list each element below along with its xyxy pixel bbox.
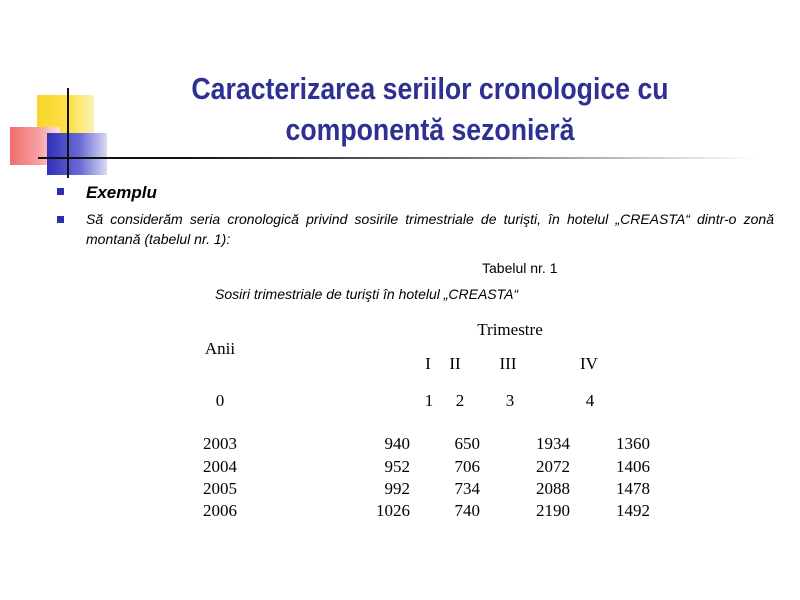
index-cell: 0 — [215, 391, 225, 410]
value-cell: 940 — [384, 434, 410, 453]
square-bullet-icon — [57, 188, 64, 195]
value-cell: 992 — [384, 479, 410, 498]
value-cell: 2088 — [536, 479, 570, 498]
value-cell: 1478 — [616, 479, 650, 498]
title-line-2: componentă sezonieră — [285, 112, 575, 147]
table-caption: Sosiri trimestriale de turişti în hotelul „CREASTA“ — [215, 286, 519, 302]
value-cell: 1934 — [536, 434, 570, 453]
value-cell: 1406 — [616, 457, 650, 476]
year-cell: 2003 — [203, 434, 237, 453]
slide-title — [155, 68, 705, 150]
value-cell: 952 — [384, 457, 410, 476]
value-cell: 650 — [454, 434, 480, 453]
year-cell: 2005 — [203, 479, 237, 498]
bullet-text: Exemplu — [86, 183, 157, 202]
value-cell: 740 — [454, 501, 480, 520]
header-years: Anii — [204, 339, 236, 358]
index-cell: 3 — [505, 391, 515, 410]
title-line-1: Caracterizarea seriilor cronologice cu — [191, 71, 669, 106]
decor-blue-square — [47, 133, 107, 175]
bullet-text: Să considerăm seria cronologică privind sosirile trimestriale de turişti, în hotelul „CREASTA“ dintr-o zonă montană (tabelul nr. 1): — [86, 211, 774, 247]
value-cell: 1360 — [616, 434, 650, 453]
value-cell: 734 — [454, 479, 480, 498]
table-number-label: Tabelul nr. 1 — [482, 260, 558, 276]
index-cell: 2 — [455, 391, 465, 410]
quarter-header: III — [499, 354, 517, 373]
value-cell: 1026 — [376, 501, 410, 520]
title-underline — [38, 157, 758, 159]
year-cell: 2004 — [203, 457, 237, 476]
decor-vertical-line — [67, 88, 69, 178]
index-cell: 4 — [585, 391, 595, 410]
header-trimestre: Trimestre — [477, 320, 543, 339]
value-cell: 2190 — [536, 501, 570, 520]
year-cell: 2006 — [203, 501, 237, 520]
index-cell: 1 — [424, 391, 434, 410]
quarter-header: IV — [580, 354, 598, 373]
value-cell: 706 — [454, 457, 480, 476]
square-bullet-icon — [57, 216, 64, 223]
quarter-header: II — [449, 354, 461, 373]
value-cell: 1492 — [616, 501, 650, 520]
value-cell: 2072 — [536, 457, 570, 476]
quarter-header: I — [425, 354, 431, 373]
